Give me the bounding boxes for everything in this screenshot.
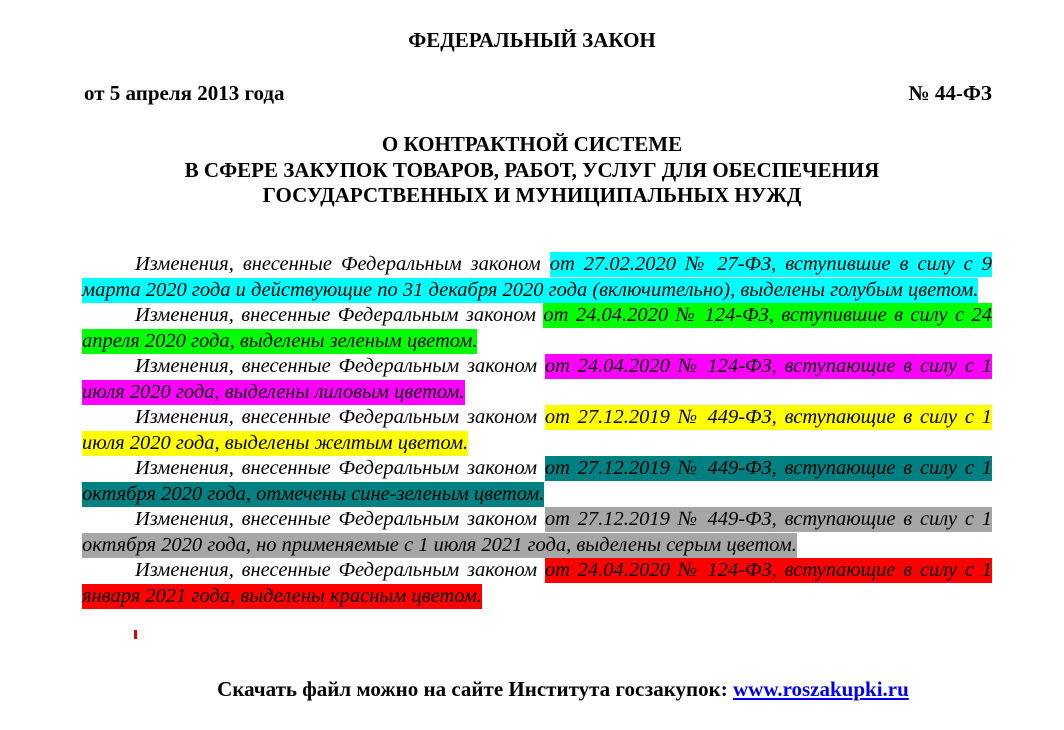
red-marker bbox=[134, 630, 137, 639]
subject-line-1: О КОНТРАКТНОЙ СИСТЕМЕ bbox=[381, 132, 683, 156]
download-note bbox=[0, 677, 1064, 702]
download-note-text: Скачать файл можно на сайте Института госзакупок: bbox=[217, 677, 733, 701]
law-date-row bbox=[84, 81, 992, 106]
change-note-teal bbox=[82, 456, 992, 507]
subject-line-2: В СФЕРЕ ЗАКУПОК ТОВАРОВ, РАБОТ, УСЛУГ ДЛЯ ОБЕСПЕЧЕНИЯ bbox=[184, 157, 880, 182]
law-number: № 44-ФЗ bbox=[908, 81, 992, 105]
law-date: от 5 апреля 2013 года bbox=[84, 81, 285, 105]
changes-list bbox=[82, 252, 992, 609]
change-note-highlight: от 24.04.2020 № 124-ФЗ, вступившие в силу с 24 апреля 2020 года, выделены зеленым цветом. bbox=[82, 304, 992, 352]
subject-line-3: ГОСУДАРСТВЕННЫХ И МУНИЦИПАЛЬНЫХ НУЖД bbox=[262, 183, 802, 207]
change-note-highlight: от 27.12.2019 № 449-ФЗ, вступающие в силу с 1 октября 2020 года, отмечены сине-зеленым цветом. bbox=[82, 457, 992, 505]
change-note-prefix: Изменения, внесенные Федеральным законом bbox=[135, 508, 545, 530]
document-title: ФЕДЕРАЛЬНЫЙ ЗАКОН bbox=[408, 28, 656, 52]
change-note-prefix: Изменения, внесенные Федеральным законом bbox=[135, 457, 545, 479]
change-note-highlight: от 27.12.2019 № 449-ФЗ, вступающие в силу с 1 июля 2020 года, выделены желтым цветом. bbox=[82, 406, 992, 454]
change-note-magenta bbox=[82, 354, 992, 405]
roszakupki-link[interactable]: www.roszakupki.ru bbox=[732, 677, 909, 701]
change-note-prefix: Изменения, внесенные Федеральным законом bbox=[135, 253, 550, 275]
change-note-prefix: Изменения, внесенные Федеральным законом bbox=[135, 304, 544, 326]
change-note-red bbox=[82, 558, 992, 609]
change-note-cyan bbox=[82, 252, 992, 303]
change-note-highlight: от 24.04.2020 № 124-ФЗ, вступающие в силу с 1 июля 2020 года, выделены лиловым цветом. bbox=[82, 355, 992, 403]
law-subject bbox=[0, 132, 1064, 209]
change-note-highlight: от 27.02.2020 № 27-ФЗ, вступившие в силу с 9 марта 2020 года и действующие по 31 декабря 2020 года (включительно), выделены голубым цветом. bbox=[82, 253, 992, 301]
change-note-highlight: от 27.12.2019 № 449-ФЗ, вступающие в силу с 1 октября 2020 года, но применяемые с 1 июля 2021 года, выделены серым цветом. bbox=[82, 508, 992, 556]
change-note-green bbox=[82, 303, 992, 354]
change-note-highlight: от 24.04.2020 № 124-ФЗ, вступающие в силу с 1 января 2021 года, выделены красным цветом. bbox=[82, 559, 992, 607]
change-note-prefix: Изменения, внесенные Федеральным законом bbox=[135, 355, 545, 377]
change-note-prefix: Изменения, внесенные Федеральным законом bbox=[135, 406, 545, 428]
change-note-gray bbox=[82, 507, 992, 558]
change-note-prefix: Изменения, внесенные Федеральным законом bbox=[135, 559, 545, 581]
change-note-yellow bbox=[82, 405, 992, 456]
